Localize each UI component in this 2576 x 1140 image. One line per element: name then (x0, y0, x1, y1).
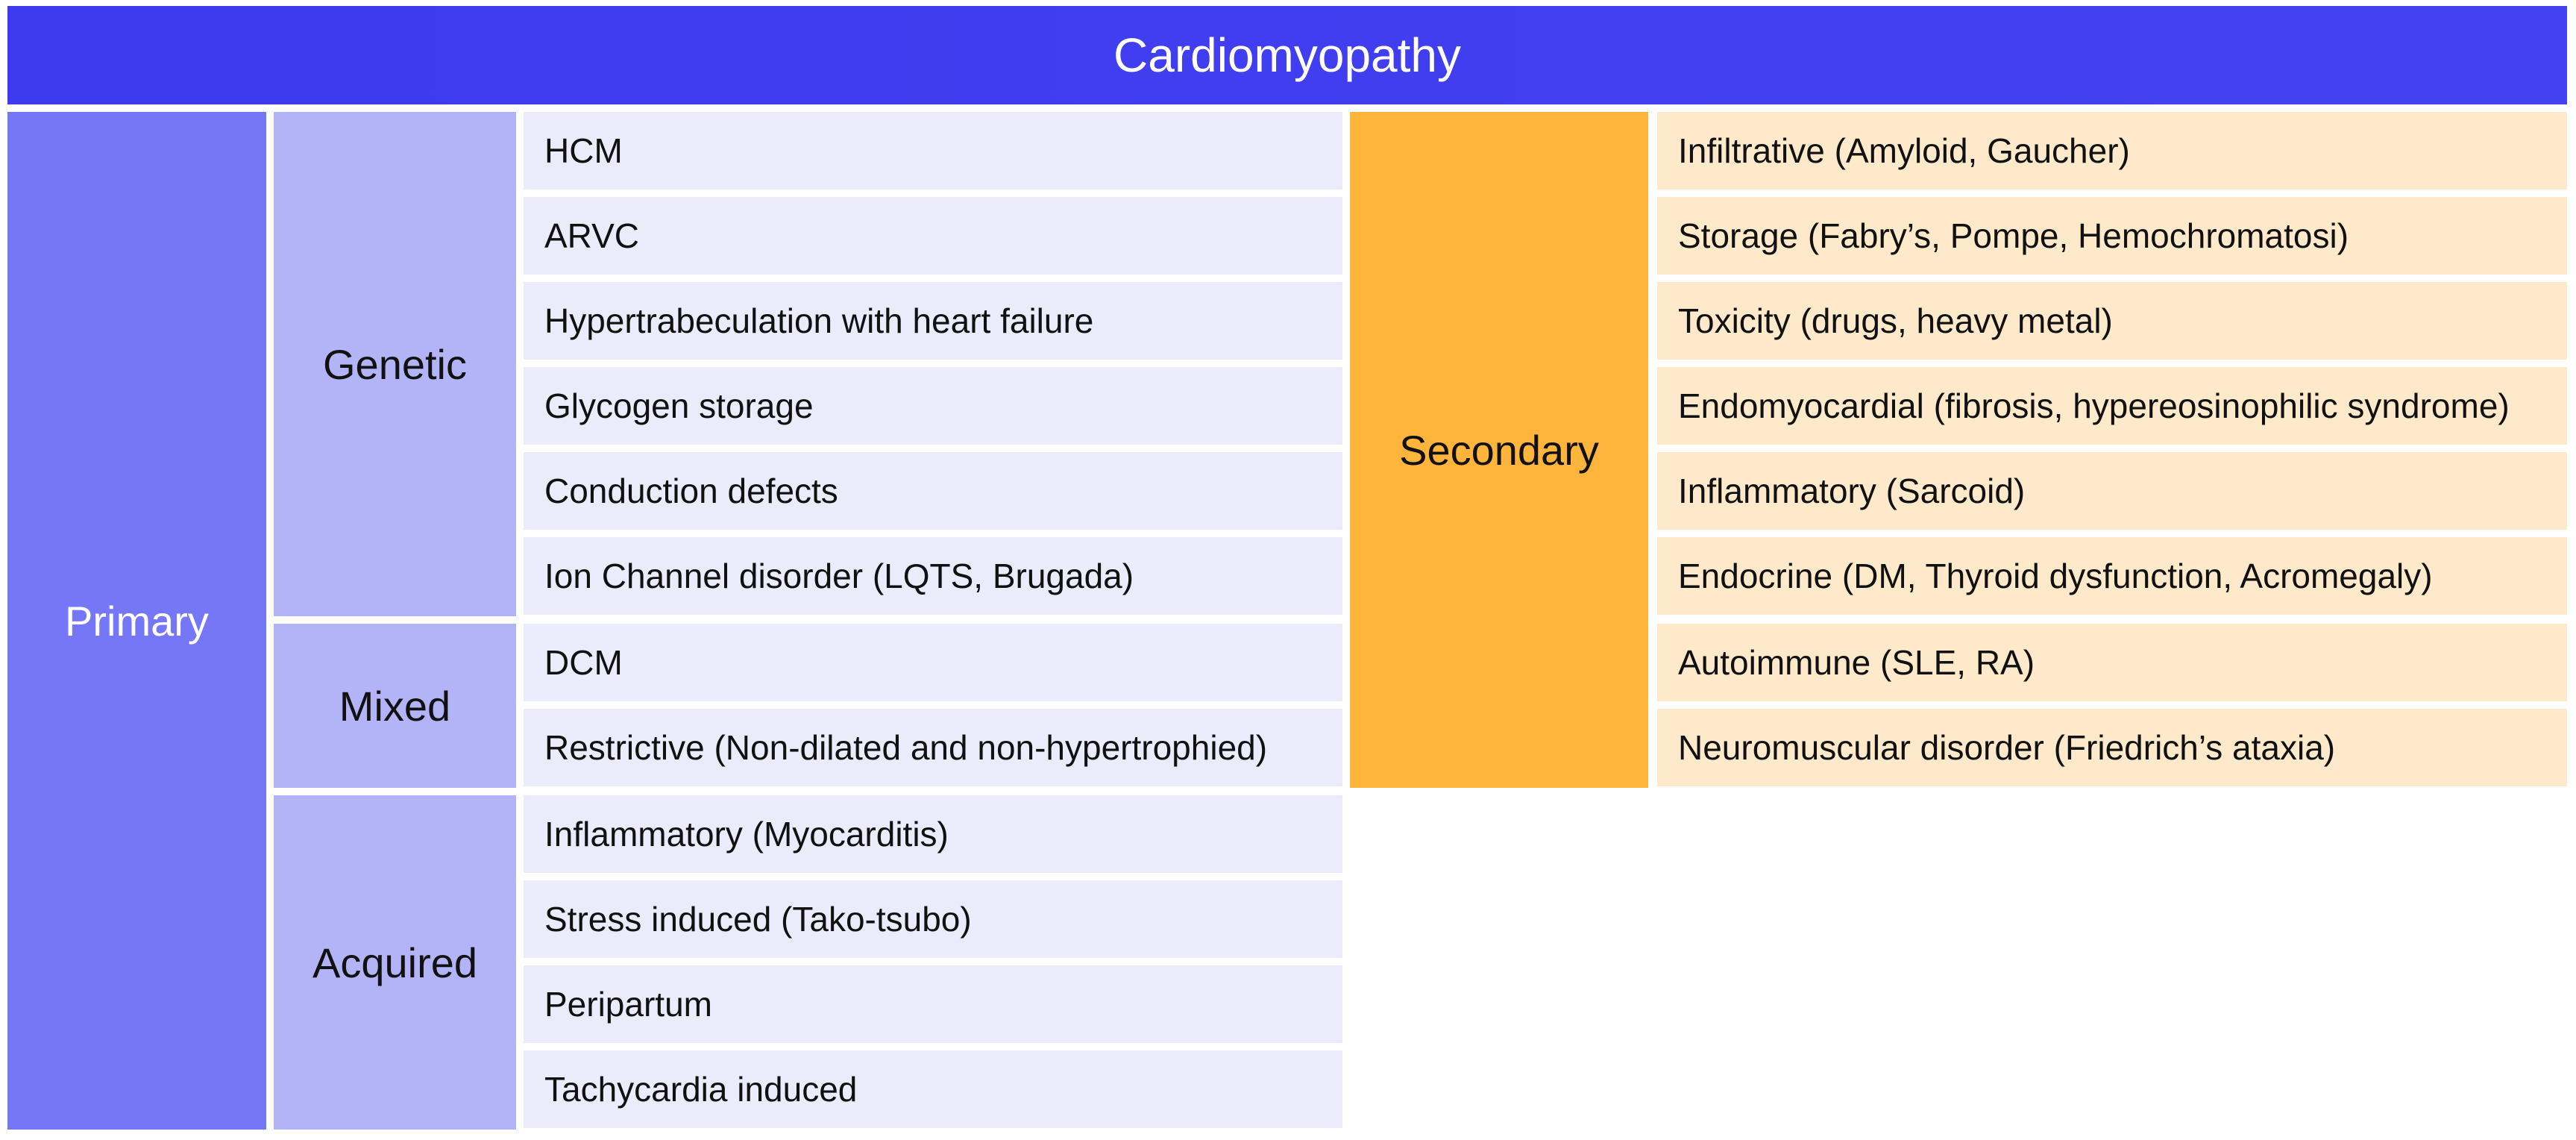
primary-category: Primary (7, 112, 266, 1130)
genetic-item-glycogen-storage: Glycogen storage (524, 367, 1342, 445)
genetic-item-ion-channel: Ion Channel disorder (LQTS, Brugada) (524, 537, 1342, 615)
genetic-item-hcm: HCM (524, 112, 1342, 190)
secondary-item-infiltrative: Infiltrative (Amyloid, Gaucher) (1657, 112, 2567, 190)
secondary-item-neuromuscular: Neuromuscular disorder (Friedrich’s ataxia) (1657, 709, 2567, 786)
secondary-item-endocrine: Endocrine (DM, Thyroid dysfunction, Acromegaly) (1657, 537, 2567, 615)
secondary-item-endomyocardial: Endomyocardial (fibrosis, hypereosinophilic syndrome) (1657, 367, 2567, 445)
acquired-item-peripartum: Peripartum (524, 965, 1342, 1043)
genetic-item-hypertrabeculation: Hypertrabeculation with heart failure (524, 282, 1342, 360)
secondary-item-inflammatory: Inflammatory (Sarcoid) (1657, 452, 2567, 530)
genetic-item-conduction-defects: Conduction defects (524, 452, 1342, 530)
diagram-title: Cardiomyopathy (7, 6, 2567, 104)
acquired-subcategory: Acquired (274, 795, 516, 1130)
secondary-item-storage: Storage (Fabry’s, Pompe, Hemochromatosi) (1657, 197, 2567, 275)
secondary-category: Secondary (1350, 112, 1648, 788)
mixed-subcategory: Mixed (274, 624, 516, 788)
mixed-item-dcm: DCM (524, 624, 1342, 701)
secondary-item-autoimmune: Autoimmune (SLE, RA) (1657, 624, 2567, 701)
genetic-subcategory: Genetic (274, 112, 516, 616)
acquired-item-stress-induced: Stress induced (Tako-tsubo) (524, 880, 1342, 958)
mixed-item-restrictive: Restrictive (Non-dilated and non-hypertrophied) (524, 709, 1342, 786)
genetic-item-arvc: ARVC (524, 197, 1342, 275)
secondary-item-toxicity: Toxicity (drugs, heavy metal) (1657, 282, 2567, 360)
acquired-item-tachycardia: Tachycardia induced (524, 1050, 1342, 1128)
acquired-item-inflammatory: Inflammatory (Myocarditis) (524, 795, 1342, 873)
